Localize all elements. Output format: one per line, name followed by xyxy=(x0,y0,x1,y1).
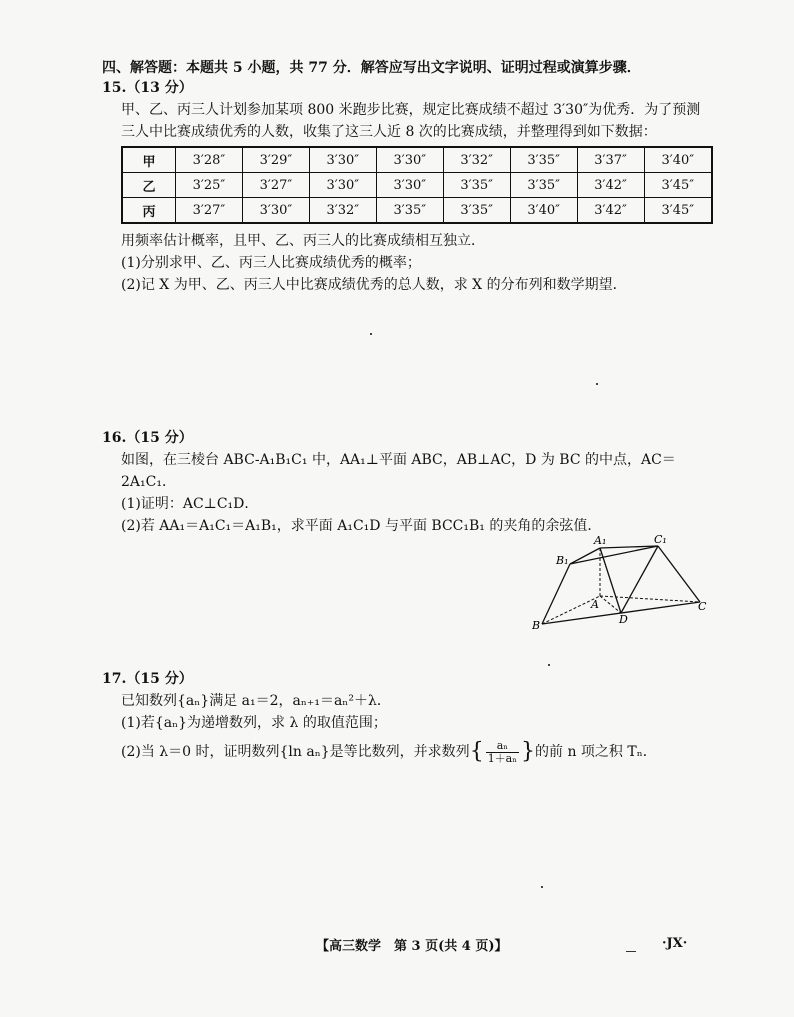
table-row xyxy=(122,198,712,224)
edge-c1-c xyxy=(658,546,700,602)
label-a: A xyxy=(591,598,599,611)
frustum-figure xyxy=(528,532,718,632)
left-brace: { xyxy=(469,739,484,764)
score-cell: 3′27″ xyxy=(176,198,243,224)
q15-line3: 用频率估计概率，且甲、乙、丙三人的比赛成绩相互独立． xyxy=(121,233,485,249)
score-cell: 3′25″ xyxy=(176,173,243,198)
q15-line1: 甲、乙、丙三人计划参加某项 800 米跑步比赛，规定比赛成绩不超过 3′30″为优秀．为了预测 xyxy=(121,102,701,118)
q16-part1: (1)证明：AC⊥C₁D． xyxy=(121,496,259,512)
label-d: D xyxy=(619,613,628,626)
score-cell: 3′30″ xyxy=(376,173,443,198)
score-cell: 3′42″ xyxy=(577,173,644,198)
row-label: 丙 xyxy=(122,198,176,224)
row-label: 乙 xyxy=(122,173,176,198)
fraction-denominator: 1＋aₙ xyxy=(487,751,518,765)
table-row xyxy=(122,147,712,173)
score-cell: 3′35″ xyxy=(510,147,577,173)
label-b1: B₁ xyxy=(556,554,569,567)
scores-table xyxy=(121,146,713,224)
q16-part2: (2)若 AA₁＝A₁C₁＝A₁B₁，求平面 A₁C₁D 与平面 BCC₁B₁ 的夹角的余弦值． xyxy=(121,518,602,534)
score-cell: 3′30″ xyxy=(309,147,376,173)
score-cell: 3′32″ xyxy=(309,198,376,224)
table-row xyxy=(122,173,712,198)
right-brace: } xyxy=(521,739,536,764)
score-cell: 3′35″ xyxy=(443,198,510,224)
section-title: 四、解答题：本题共 5 小题，共 77 分．解答应写出文字说明、证明过程或演算步骤． xyxy=(102,60,641,76)
q17-line1: 已知数列{aₙ}满足 a₁＝2，aₙ₊₁＝aₙ²＋λ． xyxy=(121,693,391,709)
score-cell: 3′42″ xyxy=(577,198,644,224)
score-cell: 3′45″ xyxy=(644,198,712,224)
score-cell: 3′37″ xyxy=(577,147,644,173)
q16-line1: 如图，在三棱台 ABC-A₁B₁C₁ 中，AA₁⊥平面 ABC，AB⊥AC，D 为 BC 的中点，AC＝ xyxy=(121,452,676,468)
q15-line2: 三人中比赛成绩优秀的人数，收集了这三人近 8 次的比赛成绩，并整理得到如下数据： xyxy=(121,124,657,140)
footer-dash xyxy=(626,951,636,952)
q17-header: 17.（15 分） xyxy=(102,671,193,687)
score-cell: 3′28″ xyxy=(176,147,243,173)
q17-part1: (1)若{aₙ}为递增数列，求 λ 的取值范围； xyxy=(121,715,387,731)
row-label: 甲 xyxy=(122,147,176,173)
label-c1: C₁ xyxy=(654,533,667,546)
score-cell: 3′30″ xyxy=(242,198,309,224)
score-cell: 3′30″ xyxy=(309,173,376,198)
edge-a-c xyxy=(600,596,700,602)
scan-speck xyxy=(541,886,543,888)
scan-speck xyxy=(596,383,598,385)
q15-part1: (1)分别求甲、乙、丙三人比赛成绩优秀的概率； xyxy=(121,255,421,271)
score-cell: 3′40″ xyxy=(644,147,712,173)
fraction-numerator: aₙ xyxy=(486,740,519,753)
edge-b1-c1 xyxy=(570,546,658,564)
score-cell: 3′40″ xyxy=(510,198,577,224)
scan-speck xyxy=(370,333,372,335)
label-c: C xyxy=(698,600,707,613)
q17-part2 xyxy=(121,738,657,766)
score-cell: 3′45″ xyxy=(644,173,712,198)
score-cell: 3′29″ xyxy=(242,147,309,173)
q16-line2: 2A₁C₁． xyxy=(121,474,176,490)
label-a1: A₁ xyxy=(594,534,607,547)
label-b: B xyxy=(532,619,541,632)
score-cell: 3′35″ xyxy=(376,198,443,224)
score-cell: 3′35″ xyxy=(443,173,510,198)
edge-a1-d xyxy=(600,548,621,613)
q17-part2-post: 的前 n 项之积 Tₙ． xyxy=(535,744,657,760)
score-cell: 3′32″ xyxy=(443,147,510,173)
edge-c1-d xyxy=(621,546,658,613)
footer-page-label: 【高三数学 第 3 页(共 4 页)】 xyxy=(316,939,508,954)
scan-speck xyxy=(548,664,550,666)
score-cell: 3′30″ xyxy=(376,147,443,173)
score-cell: 3′35″ xyxy=(510,173,577,198)
edge-b1-b xyxy=(542,564,570,624)
q16-header: 16.（15 分） xyxy=(102,430,193,446)
footer-tag: ·JX· xyxy=(662,936,688,951)
q15-header: 15.（13 分） xyxy=(102,80,193,96)
score-cell: 3′27″ xyxy=(242,173,309,198)
q17-part2-pre: (2)当 λ＝0 时，证明数列{ln aₙ}是等比数列，并求数列 xyxy=(121,744,470,760)
fraction xyxy=(486,740,519,765)
edge-b1-a1 xyxy=(570,548,600,564)
q15-part2: (2)记 X 为甲、乙、丙三人中比赛成绩优秀的总人数，求 X 的分布列和数学期望． xyxy=(121,277,627,293)
